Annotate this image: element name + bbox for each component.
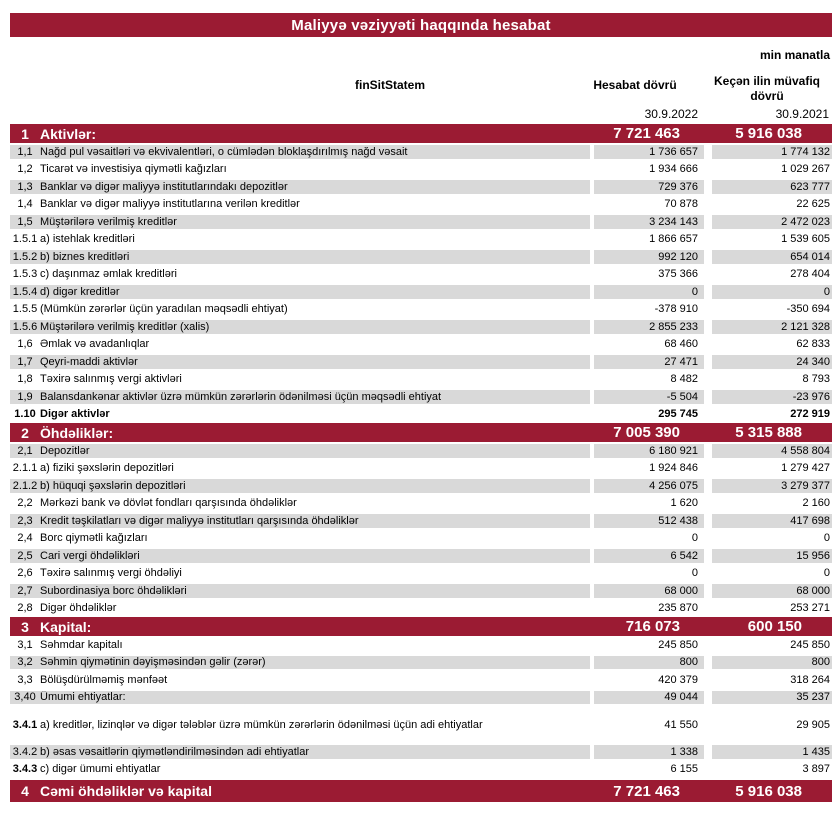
column-separator	[704, 423, 712, 442]
table-row	[10, 178, 832, 196]
name-column-header: finSitStatem	[354, 78, 425, 92]
table-row	[10, 301, 832, 319]
table-row	[10, 671, 832, 689]
row-label: Mərkəzi bank və dövlət fondları qarşısında öhdəliklər	[40, 497, 297, 510]
section-number: 1	[21, 125, 29, 142]
prior-period-header: Keçən ilin müvafiq dövrü	[713, 74, 821, 103]
column-separator	[704, 530, 712, 548]
row-value-prior: 29 905	[796, 718, 830, 731]
date-row	[10, 106, 832, 122]
section-value-current: 7 721 463	[613, 782, 680, 800]
row-label: Səhmin qiymətinin dəyişməsindən gəlir (zərər)	[40, 656, 266, 669]
row-value-prior: 3 279 377	[781, 479, 830, 492]
row-value-current: 992 120	[658, 250, 698, 263]
table-row	[10, 530, 832, 548]
table-row	[10, 512, 832, 530]
row-value-prior: 0	[823, 532, 830, 545]
row-value-current: 800	[679, 656, 698, 669]
row-label: b) hüquqi şəxslərin depozitləri	[40, 479, 186, 492]
row-value-prior: 623 777	[790, 180, 830, 193]
row-label: Banklar və digər maliyyə institutlarındakı depozitlər	[40, 180, 288, 193]
row-value-prior: 62 833	[796, 338, 830, 351]
column-separator	[704, 266, 712, 284]
row-value-current: 8 482	[670, 373, 698, 386]
row-label: Balansdankənar aktivlər üzrə mümkün zərərlərin ödənilməsi üçün məqsədli ehtiyat	[40, 390, 442, 403]
table-row	[10, 388, 832, 406]
row-label: Subordinasiya borc öhdəlikləri	[40, 584, 187, 597]
row-value-current: 0	[691, 532, 698, 545]
prior-period-date: 30.9.2021	[775, 107, 829, 121]
row-label: Ümumi ehtiyatlar:	[40, 691, 126, 704]
row-label: Nağd pul vəsaitləri və ekvivalentləri, o cümlədən bloklaşdırılmış nağd vəsait	[40, 145, 408, 158]
row-value-prior: 0	[823, 567, 830, 580]
row-value-prior: 272 919	[790, 408, 830, 421]
column-separator	[704, 600, 712, 618]
section-header-row	[10, 423, 832, 442]
table-row	[10, 196, 832, 214]
row-number: 1,2	[17, 163, 33, 176]
row-value-prior: 253 271	[790, 602, 830, 615]
row-label: Müştərilərə verilmiş kreditlər (xalis)	[40, 320, 210, 333]
row-number: 1.5.3	[12, 268, 38, 281]
section-number: 4	[21, 783, 29, 799]
row-number: 1,4	[17, 198, 33, 211]
row-label: a) istehlak kreditləri	[40, 233, 135, 246]
row-value-current: -378 910	[654, 303, 698, 316]
table-row	[10, 582, 832, 600]
row-number: 2.1.2	[12, 479, 38, 492]
row-value-prior: 4 558 804	[781, 444, 830, 457]
row-label: Kredit təşkilatları və digər maliyyə institutları qarşısında öhdəliklər	[40, 514, 359, 527]
row-label: Banklar və digər maliyyə institutlarına verilən kreditlər	[40, 198, 300, 211]
row-value-current: 0	[691, 567, 698, 580]
row-label: Ticarət və investisiya qiymətli kağızları	[40, 163, 227, 176]
row-label: a) kreditlər, lizinqlər və digər tələblər üzrə mümkün zərərlərin ödənilməsi üçün adi ehtiyatlar	[40, 718, 483, 731]
table-row	[10, 636, 832, 654]
financial-statement-page	[10, 13, 832, 802]
column-separator	[704, 371, 712, 389]
row-number: 2,1	[17, 444, 33, 457]
row-value-current: 3 234 143	[649, 215, 698, 228]
column-separator	[704, 180, 712, 194]
section-number: 3	[21, 618, 29, 635]
row-number: 3.4.1	[12, 718, 38, 731]
section-value-prior: 600 150	[747, 618, 802, 635]
row-value-current: 49 044	[664, 691, 698, 704]
table-row	[10, 477, 832, 495]
row-value-prior: -23 976	[792, 390, 830, 403]
column-separator	[704, 761, 712, 779]
column-separator	[704, 161, 712, 179]
column-separator	[704, 565, 712, 583]
row-number: 3.4.2	[12, 745, 38, 758]
column-separator	[704, 355, 712, 369]
report-title: Maliyyə vəziyyəti haqqında hesabat	[291, 16, 551, 34]
row-label: Əmlak və avadanlıqlar	[40, 338, 150, 351]
table-row	[10, 689, 832, 707]
row-value-current: 1 934 666	[649, 163, 698, 176]
row-label: b) biznes kreditləri	[40, 250, 130, 263]
row-number: 2,7	[17, 584, 33, 597]
row-number: 3,2	[17, 656, 33, 669]
table-row	[10, 706, 832, 743]
row-number: 2,8	[17, 602, 33, 615]
table-row	[10, 460, 832, 478]
row-number: 2,3	[17, 514, 33, 527]
row-value-current: 4 256 075	[649, 479, 698, 492]
table-row	[10, 143, 832, 161]
row-value-current: 41 550	[664, 718, 698, 731]
row-value-current: 27 471	[664, 355, 698, 368]
row-value-current: 245 850	[658, 638, 698, 651]
row-value-current: -5 504	[666, 390, 698, 403]
row-label: b) əsas vəsaitlərin qiymətləndirilməsindən adi ehtiyatlar	[40, 745, 310, 758]
currency-unit-label: min manatla	[759, 48, 830, 62]
column-separator	[704, 231, 712, 249]
row-label: Borc qiymətli kağızları	[40, 532, 148, 545]
column-separator	[704, 215, 712, 229]
row-number: 2,4	[17, 532, 33, 545]
row-number: 3,1	[17, 638, 33, 651]
table-row	[10, 161, 832, 179]
row-number: 1,8	[17, 373, 33, 386]
row-value-prior: 8 793	[802, 373, 830, 386]
row-value-prior: 24 340	[796, 355, 830, 368]
row-value-prior: 22 625	[796, 198, 830, 211]
column-separator	[704, 460, 712, 478]
row-value-prior: 3 897	[802, 763, 830, 776]
row-number: 1.5.4	[12, 285, 38, 298]
column-separator	[704, 514, 712, 528]
column-headers	[10, 64, 832, 106]
row-number: 1.5.5	[12, 303, 38, 316]
row-number: 1,9	[17, 390, 33, 403]
table-row	[10, 266, 832, 284]
row-number: 1,7	[17, 355, 33, 368]
row-number: 1.5.1	[12, 233, 38, 246]
column-separator	[704, 745, 712, 759]
table-row	[10, 283, 832, 301]
row-number: 3,40	[14, 691, 36, 704]
table-row	[10, 371, 832, 389]
table-row	[10, 761, 832, 779]
table-row	[10, 248, 832, 266]
column-separator	[704, 196, 712, 214]
row-value-prior: 278 404	[790, 268, 830, 281]
column-separator	[704, 145, 712, 159]
table-row	[10, 600, 832, 618]
section-header-row	[10, 617, 832, 636]
column-separator	[704, 250, 712, 264]
row-number: 1,1	[17, 145, 33, 158]
column-separator	[704, 124, 712, 143]
row-value-prior: 0	[823, 285, 830, 298]
column-separator	[704, 444, 712, 458]
column-separator	[704, 406, 712, 424]
table-row	[10, 406, 832, 424]
row-value-current: 2 855 233	[649, 320, 698, 333]
row-value-prior: 417 698	[790, 514, 830, 527]
row-number: 1,6	[17, 338, 33, 351]
table-row	[10, 495, 832, 513]
row-value-current: 0	[691, 285, 698, 298]
column-separator	[704, 706, 712, 743]
column-separator	[704, 479, 712, 493]
row-value-current: 512 438	[658, 514, 698, 527]
section-value-current: 716 073	[625, 618, 680, 635]
row-value-prior: 800	[811, 656, 830, 669]
reporting-period-date: 30.9.2022	[644, 107, 698, 121]
row-value-prior: 15 956	[796, 549, 830, 562]
section-value-current: 7 005 390	[613, 424, 680, 441]
row-label: d) digər kreditlər	[40, 285, 120, 298]
row-label: Təxirə salınmış vergi aktivləri	[40, 373, 182, 386]
row-value-current: 68 460	[664, 338, 698, 351]
row-number: 2,6	[17, 567, 33, 580]
column-separator	[704, 320, 712, 334]
row-value-prior: 654 014	[790, 250, 830, 263]
statement-table	[10, 124, 832, 802]
column-separator	[704, 301, 712, 319]
row-value-current: 68 000	[664, 584, 698, 597]
row-value-current: 6 180 921	[649, 444, 698, 457]
row-value-prior: 1 774 132	[781, 145, 830, 158]
row-number: 1.5.2	[12, 250, 38, 263]
row-label: a) fiziki şəxslərin depozitləri	[40, 462, 174, 475]
section-label: Cəmi öhdəliklər və kapital	[40, 783, 212, 799]
row-value-current: 729 376	[658, 180, 698, 193]
row-number: 2,5	[17, 549, 33, 562]
row-value-prior: 2 121 328	[781, 320, 830, 333]
row-label: Bölüşdürülməmiş mənfəət	[40, 673, 168, 686]
row-value-current: 235 870	[658, 602, 698, 615]
row-value-current: 1 620	[670, 497, 698, 510]
column-separator	[704, 584, 712, 598]
table-row	[10, 743, 832, 761]
column-separator	[704, 617, 712, 636]
row-label: Müştərilərə verilmiş kreditlər	[40, 215, 177, 228]
row-number: 2.1.1	[12, 462, 38, 475]
row-label: c) daşınmaz əmlak kreditləri	[40, 268, 177, 281]
column-separator	[704, 549, 712, 563]
row-value-prior: 245 850	[790, 638, 830, 651]
section-label: Öhdəliklər:	[40, 424, 114, 441]
row-number: 1.5.6	[12, 320, 38, 333]
table-row	[10, 336, 832, 354]
row-value-current: 1 866 657	[649, 233, 698, 246]
section-label: Aktivlər:	[40, 125, 97, 142]
row-value-prior: 2 472 023	[781, 215, 830, 228]
row-label: Cari vergi öhdəlikləri	[40, 549, 140, 562]
column-separator	[704, 336, 712, 354]
row-value-current: 1 338	[670, 745, 698, 758]
table-row	[10, 654, 832, 672]
column-separator	[704, 636, 712, 654]
column-separator	[704, 671, 712, 689]
row-number: 3,3	[17, 673, 33, 686]
row-number: 3.4.3	[12, 763, 38, 776]
table-row	[10, 318, 832, 336]
table-row	[10, 353, 832, 371]
column-separator	[704, 656, 712, 670]
section-value-prior: 5 916 038	[735, 125, 802, 142]
row-value-prior: 2 160	[802, 497, 830, 510]
row-value-current: 1 924 846	[649, 462, 698, 475]
table-row	[10, 231, 832, 249]
row-label: c) digər ümumi ehtiyatlar	[40, 763, 161, 776]
row-label: Qeyri-maddi aktivlər	[40, 355, 138, 368]
table-row	[10, 442, 832, 460]
table-row	[10, 213, 832, 231]
section-header-row	[10, 780, 832, 802]
row-label: Təxirə salınmış vergi öhdəliyi	[40, 567, 182, 580]
section-header-row	[10, 124, 832, 143]
section-value-prior: 5 916 038	[735, 782, 802, 800]
row-value-current: 420 379	[658, 673, 698, 686]
row-number: 1,5	[17, 215, 33, 228]
row-value-current: 295 745	[658, 408, 698, 421]
row-value-current: 6 155	[670, 763, 698, 776]
row-value-prior: 1 279 427	[781, 462, 830, 475]
row-label: Digər aktivlər	[40, 408, 110, 421]
section-label: Kapital:	[40, 618, 92, 635]
row-value-prior: 35 237	[796, 691, 830, 704]
row-value-prior: 318 264	[790, 673, 830, 686]
row-label: Depozitlər	[40, 444, 90, 457]
row-number: 1.10	[14, 408, 36, 421]
row-value-prior: -350 694	[786, 303, 830, 316]
row-value-prior: 68 000	[796, 584, 830, 597]
table-row	[10, 565, 832, 583]
column-separator	[704, 780, 712, 802]
row-value-current: 1 736 657	[649, 145, 698, 158]
row-value-prior: 1 435	[802, 745, 830, 758]
report-title-bar	[10, 13, 832, 37]
section-value-prior: 5 315 888	[735, 424, 802, 441]
row-value-prior: 1 539 605	[781, 233, 830, 246]
row-label: (Mümkün zərərlər üçün yaradılan məqsədli ehtiyat)	[40, 303, 288, 316]
reporting-period-header: Hesabat dövrü	[593, 78, 677, 92]
row-value-current: 6 542	[670, 549, 698, 562]
column-separator	[704, 285, 712, 299]
row-number: 1,3	[17, 180, 33, 193]
row-label: Digər öhdəliklər	[40, 602, 117, 615]
column-separator	[704, 390, 712, 404]
column-separator	[704, 495, 712, 513]
row-label: Səhmdar kapitalı	[40, 638, 123, 651]
table-row	[10, 547, 832, 565]
row-value-current: 70 878	[664, 198, 698, 211]
section-number: 2	[21, 424, 29, 441]
column-separator	[704, 691, 712, 705]
row-number: 2,2	[17, 497, 33, 510]
row-value-prior: 1 029 267	[781, 163, 830, 176]
row-value-current: 375 366	[658, 268, 698, 281]
section-value-current: 7 721 463	[613, 125, 680, 142]
